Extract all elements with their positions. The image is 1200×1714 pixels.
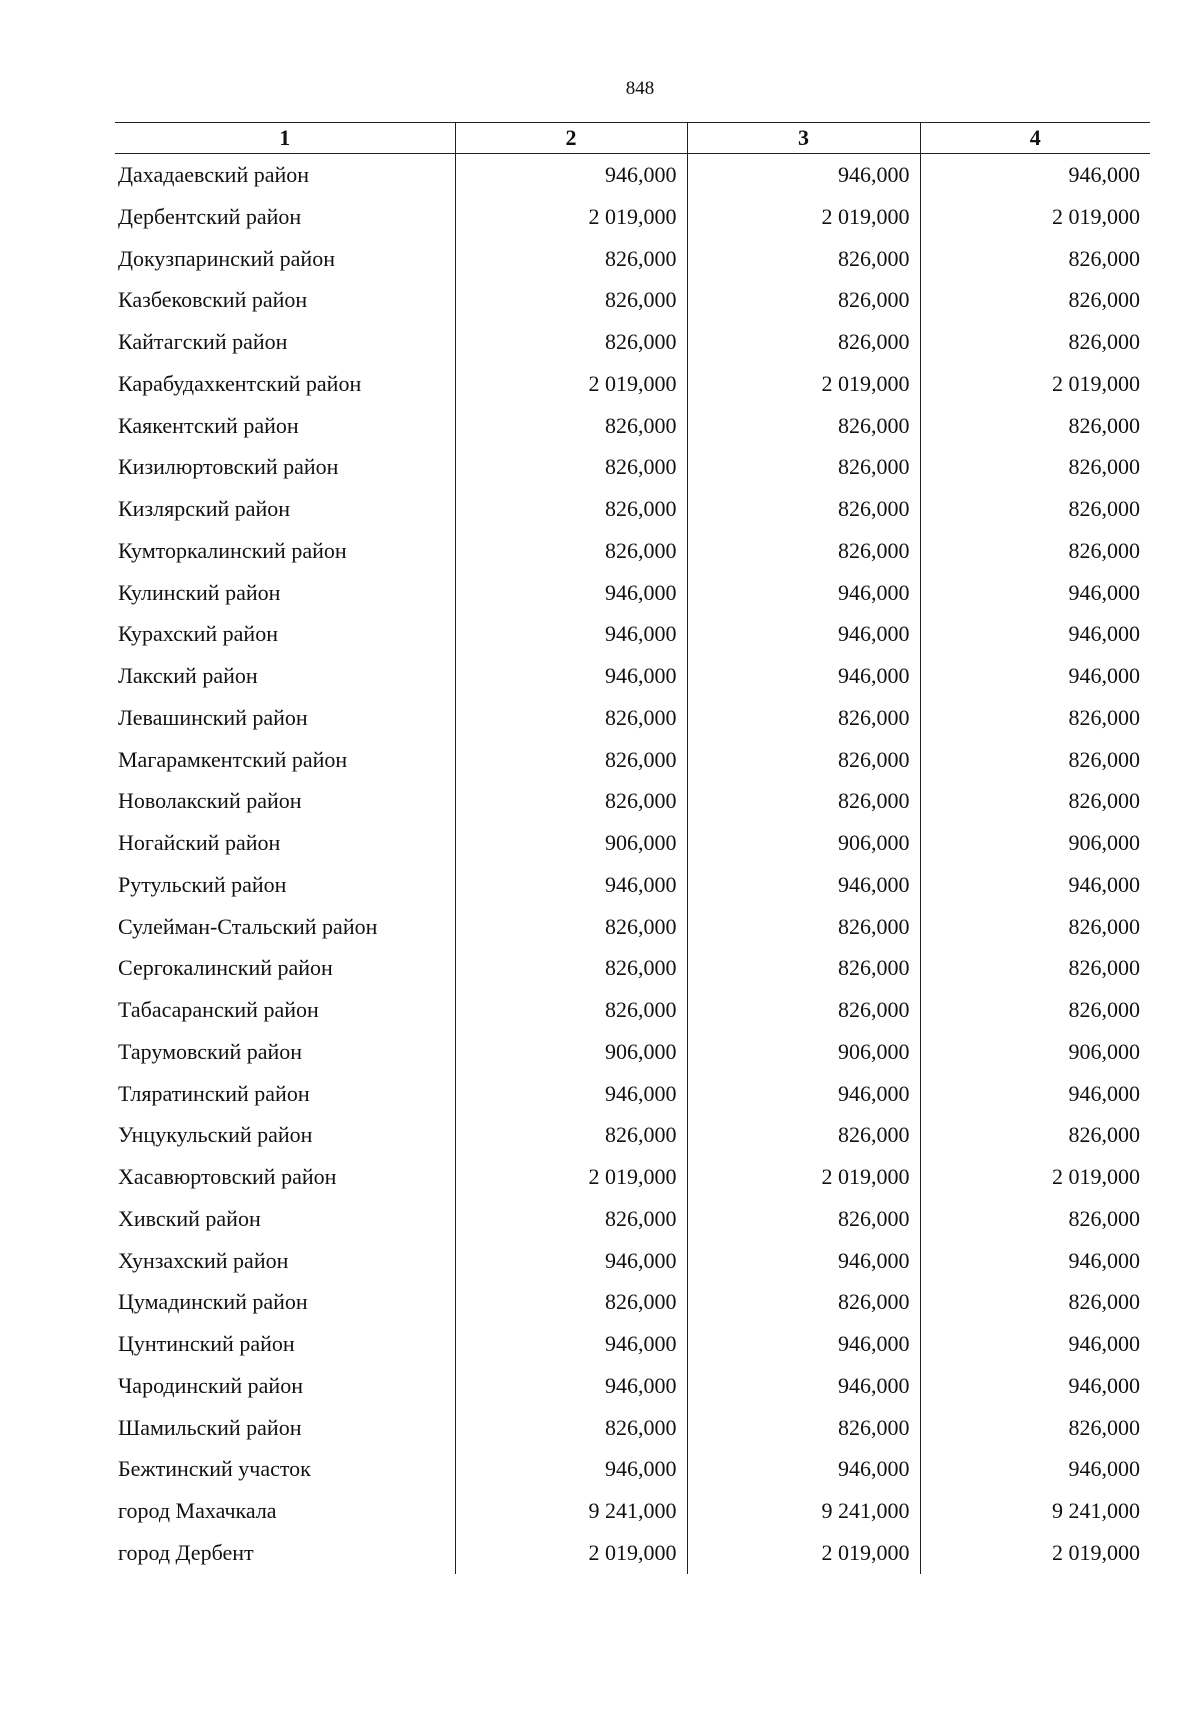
amount-cell-col-2: 826,000	[455, 739, 687, 781]
amount-cell-col-4: 826,000	[920, 1281, 1150, 1323]
amount-cell-col-2: 946,000	[455, 154, 687, 196]
territory-name-cell: Рутульский район	[118, 871, 287, 897]
amount-cell-col-2: 946,000	[455, 864, 687, 906]
table-row	[115, 530, 1150, 572]
amount-cell-col-4: 826,000	[920, 739, 1150, 781]
amount-cell-col-2: 826,000	[455, 530, 687, 572]
table-row	[115, 405, 1150, 447]
amount-cell-col-2: 906,000	[455, 822, 687, 864]
table-body	[115, 154, 1150, 1574]
amount-cell-col-4: 946,000	[920, 1448, 1150, 1490]
amount-cell-col-4: 826,000	[920, 906, 1150, 948]
territory-name-cell: Тарумовский район	[118, 1038, 303, 1064]
table-row	[115, 1073, 1150, 1115]
amount-cell-col-4: 946,000	[920, 1323, 1150, 1365]
amount-cell-col-4: 946,000	[920, 864, 1150, 906]
territory-name-cell: Цунтинский район	[118, 1331, 295, 1356]
budget-table	[115, 122, 1150, 1574]
territory-name-cell: Кизлярский район	[118, 496, 291, 521]
amount-cell-col-3: 826,000	[687, 446, 920, 488]
table-row	[115, 1323, 1150, 1365]
amount-cell-col-2: 826,000	[455, 1198, 687, 1240]
table-row	[115, 947, 1150, 989]
amount-cell-col-3: 946,000	[687, 1073, 920, 1115]
territory-name-cell: Кулинский район	[118, 579, 281, 605]
table-header	[115, 123, 1150, 154]
amount-cell-col-2: 826,000	[455, 279, 687, 321]
amount-cell-col-2: 946,000	[455, 613, 687, 655]
amount-cell-col-2: 826,000	[455, 1281, 687, 1323]
amount-cell-col-2: 826,000	[455, 906, 687, 948]
amount-cell-col-3: 826,000	[687, 1281, 920, 1323]
table-row	[115, 1365, 1150, 1407]
column-header-1: 1	[115, 123, 455, 154]
territory-name-cell: Докузпаринский район	[118, 245, 335, 271]
page-number: 848	[625, 78, 655, 99]
table-row	[115, 1407, 1150, 1449]
territory-name-cell: город Дербент	[118, 1539, 254, 1565]
amount-cell-col-3: 826,000	[687, 488, 920, 530]
header-row	[115, 123, 1150, 154]
amount-cell-col-3: 826,000	[687, 321, 920, 363]
amount-cell-col-4: 906,000	[920, 822, 1150, 864]
territory-name-cell: Кизилюртовский район	[118, 454, 339, 480]
amount-cell-col-4: 2 019,000	[920, 363, 1150, 405]
amount-cell-col-4: 946,000	[920, 1073, 1150, 1115]
table-row	[115, 446, 1150, 488]
amount-cell-col-2: 826,000	[455, 238, 687, 280]
amount-cell-col-4: 2 019,000	[920, 1532, 1150, 1574]
amount-cell-col-3: 826,000	[687, 989, 920, 1031]
territory-name-cell: Кайтагский район	[118, 329, 288, 354]
amount-cell-col-3: 946,000	[687, 613, 920, 655]
amount-cell-col-4: 826,000	[920, 321, 1150, 363]
amount-cell-col-2: 2 019,000	[455, 1156, 687, 1198]
table-row	[115, 572, 1150, 614]
table-row	[115, 1532, 1150, 1574]
table-row	[115, 989, 1150, 1031]
amount-cell-col-4: 9 241,000	[920, 1490, 1150, 1532]
amount-cell-col-4: 826,000	[920, 446, 1150, 488]
amount-cell-col-4: 2 019,000	[920, 1156, 1150, 1198]
amount-cell-col-3: 2 019,000	[687, 196, 920, 238]
amount-cell-col-4: 946,000	[920, 655, 1150, 697]
amount-cell-col-3: 826,000	[687, 1407, 920, 1449]
amount-cell-col-2: 826,000	[455, 947, 687, 989]
column-header-4: 4	[920, 123, 1150, 154]
table-row	[115, 655, 1150, 697]
territory-name-cell: Тляратинский район	[118, 1080, 310, 1106]
amount-cell-col-3: 826,000	[687, 1114, 920, 1156]
amount-cell-col-2: 826,000	[455, 989, 687, 1031]
amount-cell-col-3: 2 019,000	[687, 1532, 920, 1574]
amount-cell-col-2: 2 019,000	[455, 363, 687, 405]
amount-cell-col-3: 9 241,000	[687, 1490, 920, 1532]
amount-cell-col-3: 906,000	[687, 822, 920, 864]
amount-cell-col-2: 946,000	[455, 572, 687, 614]
amount-cell-col-4: 826,000	[920, 530, 1150, 572]
territory-name-cell: Каякентский район	[118, 412, 299, 438]
territory-name-cell: Кумторкалинский район	[118, 537, 347, 563]
amount-cell-col-2: 2 019,000	[455, 1532, 687, 1574]
amount-cell-col-2: 2 019,000	[455, 196, 687, 238]
budget-table-container	[115, 122, 1150, 1574]
territory-name-cell: Дахадаевский район	[118, 162, 310, 187]
amount-cell-col-3: 826,000	[687, 238, 920, 280]
amount-cell-col-2: 946,000	[455, 1323, 687, 1365]
amount-cell-col-4: 826,000	[920, 989, 1150, 1031]
amount-cell-col-2: 946,000	[455, 1073, 687, 1115]
territory-name-cell: Карабудахкентский район	[118, 370, 362, 396]
table-row	[115, 488, 1150, 530]
column-header-2: 2	[455, 123, 687, 154]
amount-cell-col-4: 946,000	[920, 572, 1150, 614]
table-row	[115, 321, 1150, 363]
amount-cell-col-4: 826,000	[920, 1114, 1150, 1156]
amount-cell-col-3: 826,000	[687, 780, 920, 822]
territory-name-cell: Хасавюртовский район	[118, 1164, 337, 1189]
territory-name-cell: Чародинский район	[118, 1372, 303, 1398]
amount-cell-col-3: 946,000	[687, 864, 920, 906]
amount-cell-col-2: 826,000	[455, 405, 687, 447]
amount-cell-col-3: 826,000	[687, 279, 920, 321]
amount-cell-col-4: 2 019,000	[920, 196, 1150, 238]
amount-cell-col-2: 826,000	[455, 1407, 687, 1449]
table-row	[115, 780, 1150, 822]
amount-cell-col-3: 826,000	[687, 697, 920, 739]
column-header-3: 3	[687, 123, 920, 154]
territory-name-cell: Сулейман-Стальский район	[118, 913, 378, 939]
territory-name-cell: Лакский район	[118, 663, 258, 688]
amount-cell-col-3: 946,000	[687, 1240, 920, 1282]
territory-name-cell: город Махачкала	[118, 1498, 277, 1523]
table-row	[115, 822, 1150, 864]
territory-name-cell: Магарамкентский район	[118, 746, 348, 772]
table-row	[115, 1281, 1150, 1323]
territory-name-cell: Хивский район	[118, 1205, 261, 1231]
amount-cell-col-3: 906,000	[687, 1031, 920, 1073]
amount-cell-col-4: 826,000	[920, 1407, 1150, 1449]
amount-cell-col-4: 946,000	[920, 1240, 1150, 1282]
territory-name-cell: Бежтинский участок	[118, 1456, 311, 1482]
territory-name-cell: Унцукульский район	[118, 1122, 313, 1148]
amount-cell-col-2: 946,000	[455, 1448, 687, 1490]
table-row	[115, 1156, 1150, 1198]
amount-cell-col-3: 2 019,000	[687, 1156, 920, 1198]
amount-cell-col-4: 826,000	[920, 697, 1150, 739]
amount-cell-col-2: 826,000	[455, 446, 687, 488]
amount-cell-col-3: 826,000	[687, 1198, 920, 1240]
amount-cell-col-4: 946,000	[920, 154, 1150, 196]
territory-name-cell: Курахский район	[118, 621, 278, 647]
amount-cell-col-3: 2 019,000	[687, 363, 920, 405]
table-row	[115, 196, 1150, 238]
territory-name-cell: Сергокалинский район	[118, 955, 333, 981]
territory-name-cell: Левашинский район	[118, 704, 308, 730]
amount-cell-col-3: 826,000	[687, 947, 920, 989]
table-row	[115, 1448, 1150, 1490]
amount-cell-col-4: 906,000	[920, 1031, 1150, 1073]
table-row	[115, 1198, 1150, 1240]
amount-cell-col-3: 946,000	[687, 655, 920, 697]
amount-cell-col-4: 826,000	[920, 1198, 1150, 1240]
table-row	[115, 1240, 1150, 1282]
amount-cell-col-4: 946,000	[920, 1365, 1150, 1407]
amount-cell-col-2: 826,000	[455, 321, 687, 363]
amount-cell-col-4: 826,000	[920, 488, 1150, 530]
amount-cell-col-2: 826,000	[455, 697, 687, 739]
table-row	[115, 1031, 1150, 1073]
amount-cell-col-3: 946,000	[687, 154, 920, 196]
amount-cell-col-3: 946,000	[687, 1448, 920, 1490]
amount-cell-col-4: 946,000	[920, 613, 1150, 655]
table-row	[115, 363, 1150, 405]
amount-cell-col-3: 826,000	[687, 739, 920, 781]
table-row	[115, 1114, 1150, 1156]
amount-cell-col-3: 946,000	[687, 572, 920, 614]
table-row	[115, 864, 1150, 906]
table-row	[115, 613, 1150, 655]
amount-cell-col-3: 946,000	[687, 1323, 920, 1365]
amount-cell-col-4: 826,000	[920, 279, 1150, 321]
territory-name-cell: Табасаранский район	[118, 997, 319, 1022]
amount-cell-col-3: 826,000	[687, 530, 920, 572]
amount-cell-col-4: 826,000	[920, 238, 1150, 280]
amount-cell-col-4: 826,000	[920, 947, 1150, 989]
territory-name-cell: Казбековский район	[118, 287, 308, 313]
amount-cell-col-2: 826,000	[455, 780, 687, 822]
table-row	[115, 739, 1150, 781]
table-row	[115, 154, 1150, 196]
amount-cell-col-3: 946,000	[687, 1365, 920, 1407]
amount-cell-col-2: 826,000	[455, 1114, 687, 1156]
table-row	[115, 697, 1150, 739]
amount-cell-col-3: 826,000	[687, 405, 920, 447]
amount-cell-col-4: 826,000	[920, 780, 1150, 822]
amount-cell-col-2: 946,000	[455, 655, 687, 697]
amount-cell-col-2: 9 241,000	[455, 1490, 687, 1532]
amount-cell-col-2: 946,000	[455, 1240, 687, 1282]
territory-name-cell: Новолакский район	[118, 788, 302, 814]
amount-cell-col-3: 826,000	[687, 906, 920, 948]
table-row	[115, 279, 1150, 321]
territory-name-cell: Цумадинский район	[118, 1289, 308, 1315]
territory-name-cell: Ногайский район	[118, 830, 281, 855]
amount-cell-col-4: 826,000	[920, 405, 1150, 447]
table-row	[115, 238, 1150, 280]
table-row	[115, 1490, 1150, 1532]
amount-cell-col-2: 946,000	[455, 1365, 687, 1407]
amount-cell-col-2: 826,000	[455, 488, 687, 530]
territory-name-cell: Дербентский район	[118, 203, 302, 229]
table-row	[115, 906, 1150, 948]
amount-cell-col-2: 906,000	[455, 1031, 687, 1073]
territory-name-cell: Шамильский район	[118, 1414, 302, 1440]
territory-name-cell: Хунзахский район	[118, 1247, 289, 1273]
